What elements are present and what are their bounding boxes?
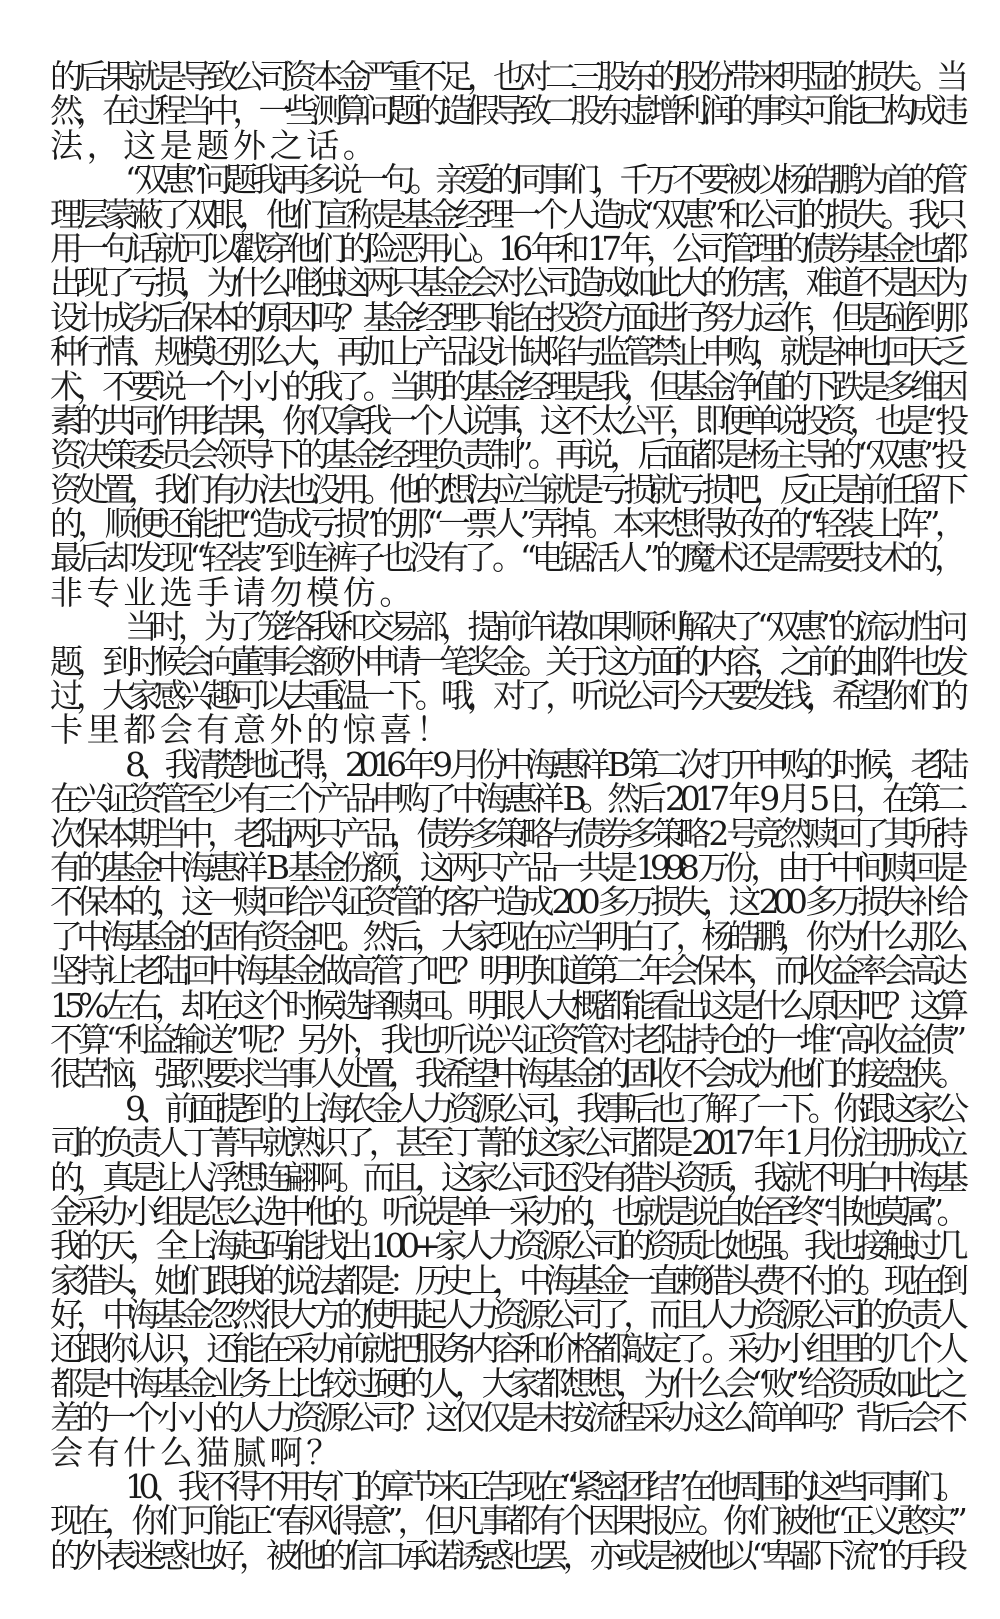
text-line: 不保本的，这一赎回给兴证资管的客户造成 200 多万损失，这 200 多万损失补给 — [50, 882, 962, 922]
text-line: 的，真是让人浮想连翩啊。而且，这家公司还没有猎头资质，我就不明白中海基 — [50, 1157, 963, 1197]
text-line: 不算“利益输送”呢？另外，我也听说兴证资管对老陆持仓的一堆“高收益债” — [50, 1019, 962, 1059]
text-line: 15%左右，却在这个时候选择赎回。明眼人大概都能看出这是什么原因吧？这算 — [50, 985, 962, 1025]
paragraph-2 — [50, 160, 963, 612]
text-line: 设计成劣后保本的原因吗？基金经理只能在投资方面进行努力运作，但是碰到那 — [50, 297, 963, 337]
text-line: 术，不要说一个小小的我了。当期的基金经理是我，但基金净值的下跌是多维因 — [50, 366, 963, 406]
text-line: 会有什么猫腻啊？ — [50, 1432, 343, 1472]
text-line: 的，顺便还能把“造成亏损”的那“一票人”弄掉。本来想得好好的“轻装上阵”， — [50, 504, 962, 544]
text-line: 好，中海基金忽然很大方的使用起人力资源公司了，而且人力资源公司的负责人 — [50, 1295, 963, 1335]
text-line: 差的一个小小的人力资源公司？这仅仅是未按流程采办这么简单吗？背后会不 — [50, 1398, 963, 1438]
text-line: 最后却发现“轻装”到连裤子也没有了。“电锯活人”的魔术还是需要技术的， — [50, 538, 962, 578]
paragraph-5 — [50, 1088, 963, 1472]
text-line: 过，大家感兴趣可以去重温一下。哦，对了，听说公司今天要发钱，希望你们的 — [50, 676, 963, 716]
paragraph-4 — [50, 744, 963, 1094]
text-line: 次保本期当中，老陆两只产品，债券多策略与债券多策略 2 号竟然赎回了其所持 — [50, 813, 962, 853]
text-line: 有的基金中海惠祥 B 基金份额，这两只产品一共是 1998 万份，由于中间赎回是 — [50, 847, 962, 887]
paragraph-3 — [50, 607, 963, 750]
document-page — [50, 57, 963, 1575]
text-line: 资决策委员会领导下的基金经理负责制”。再说，后面都是杨主导的“双惠”投 — [50, 435, 962, 475]
text-line: 司的负责人丁菁早就熟识了，甚至丁菁的这家公司都是 2017 年 1 月份注册成立 — [50, 1123, 962, 1163]
text-line: 10、我不得不用专门的章节来正告现在“紧密团结”在他周围的这些同事们。 — [125, 1467, 962, 1507]
text-line: 9、前面提到的上海农金人力资源公司，我事后也了解了一下。你跟这家公 — [125, 1088, 962, 1128]
text-line: 都是中海基金业务上比较过硬的人，大家都想想，为什么会“败”给资质如此之 — [50, 1363, 962, 1403]
text-line: 的外表迷惑也好，被他的信口承诺诱惑也罢，亦或是被他以“卑鄙下流”的手段 — [50, 1535, 962, 1575]
text-line: 了中海基金的固有资金吧。然后，大家现在应当明白了，杨皓鹏，你为什么那么 — [50, 916, 963, 956]
text-line: 资处置，我们有办法也没用。他的想法应当就是亏损就亏损吧，反正是前任留下 — [50, 469, 963, 509]
text-line: 很苦恼，强烈要求当事人处置，我希望中海基金的固收不会成为他们的接盘侠。 — [50, 1054, 963, 1094]
text-line: “双惠”问题我再多说一句。亲爱的同事们，千万不要被以杨皓鹏为首的管 — [125, 160, 962, 200]
text-line: 8、我清楚地记得，2016 年 9 月份中海惠祥 B 第二次打开申购的时候，老陆 — [125, 744, 962, 784]
paragraph-6 — [50, 1467, 962, 1575]
text-line: 理层蒙蔽了双眼，他们宣称是基金经理一个人造成“双惠”和公司的损失。我只 — [50, 194, 962, 234]
text-line: 我的天，全上海起码能找出 100+家人力资源公司的资质比她强。我也接触过几 — [50, 1226, 962, 1266]
text-line: 法，这是题外之话。 — [50, 125, 380, 165]
text-line: 金采办小组是怎么选中他的。听说是单一采办的，也就是说自始至终“非她莫属”。 — [50, 1191, 962, 1231]
text-line: 种行情、规模还那么大，再加上产品设计缺陷与监管禁止申购，就是神也回天乏 — [50, 332, 963, 372]
text-line: 家猎头，她们跟我的说法都是：历史上，中海基金一直赖猎头费不付的。现在倒 — [50, 1260, 963, 1300]
text-line: 现在，你们可能正“春风得意”，但凡事都有个因果报应。你们被他“正义憨实” — [50, 1501, 962, 1541]
text-line: 当时，为了笼络我和交易部，提前许诺如果顺利解决了“双惠”的流动性问 — [125, 607, 962, 647]
text-line: 素的共同作用结果，你仅拿我一个人说事，这不太公平，即便单说投资，也是“投 — [50, 400, 962, 440]
text-line: 在兴证资管至少有三个产品申购了中海惠祥 B。然后 2017 年 9 月 5 日，在第二 — [50, 779, 962, 819]
text-line: 用一句话就可以戳穿他们的险恶用心。16 年和 17 年，公司管理的债券基金也都 — [50, 228, 962, 268]
text-line: 坚持让老陆回中海基金做高管了吧？明明知道第二年会保本，而收益率会高达 — [50, 951, 963, 991]
text-line: 非专业选手请勿模仿。 — [50, 572, 416, 612]
text-line: 卡里都会有意外的惊喜！ — [50, 710, 453, 750]
paragraph-1 — [50, 57, 963, 165]
text-line: 还跟你认识，还能在采办前就把服务内容和价格都敲定了。采办小组里的几个人 — [50, 1329, 963, 1369]
text-line: 的后果就是导致公司资本金严重不足，也对二三股东的股份带来明显的损失。当 — [50, 57, 963, 96]
text-line: 出现了亏损，为什么唯独这两只基金会对公司造成如此大的伤害，难道不是因为 — [50, 263, 963, 303]
text-line: 题，到时候会向董事会额外申请一笔奖金。关于这方面的内容，之前的邮件也发 — [50, 641, 963, 681]
text-line: 然，在过程当中，一些测算问题的造假导致二股东虚增利润的事实可能已构成违 — [50, 91, 963, 131]
